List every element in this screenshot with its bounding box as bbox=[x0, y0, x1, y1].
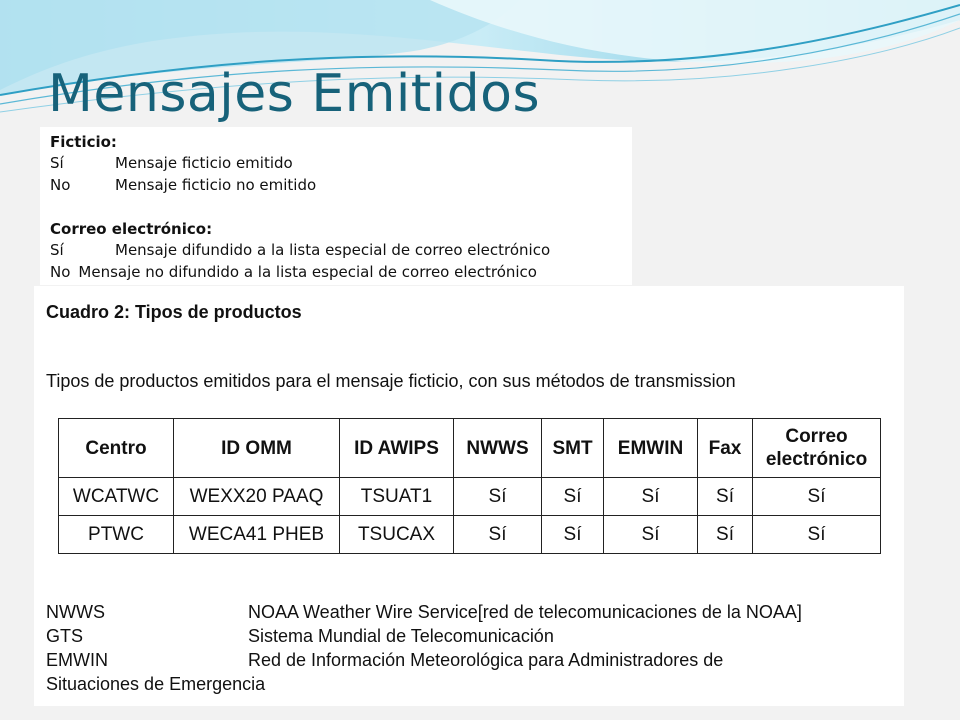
table-intro: Tipos de productos emitidos para el mensaje ficticio, con sus métodos de transmission bbox=[46, 371, 736, 391]
abbreviation-code: GTS bbox=[46, 626, 84, 646]
table-header-row bbox=[59, 419, 881, 478]
table-cell: Sí bbox=[753, 478, 881, 516]
legend-key: No bbox=[50, 176, 71, 194]
header-nwws: NWWS bbox=[454, 419, 542, 478]
table-cell: Sí bbox=[698, 516, 753, 554]
correo-no-row bbox=[50, 262, 537, 282]
correo-heading: Correo electrónico: bbox=[50, 220, 213, 238]
table-cell: Sí bbox=[698, 478, 753, 516]
abbreviation-continuation: Situaciones de Emergencia bbox=[46, 674, 266, 694]
table-cell: Sí bbox=[604, 478, 698, 516]
table-cell: TSUAT1 bbox=[340, 478, 454, 516]
abbreviation-row bbox=[46, 648, 724, 672]
header-correo: Correo electrónico bbox=[753, 419, 881, 478]
abbreviation-definition: Red de Información Meteorológica para Administradores de bbox=[248, 650, 724, 670]
ficticio-heading: Ficticio: bbox=[50, 133, 117, 151]
legend-panel bbox=[40, 127, 632, 285]
legend-text: Mensaje no difundido a la lista especial de correo electrónico bbox=[78, 263, 537, 281]
table-cell: Sí bbox=[454, 478, 542, 516]
products-table bbox=[58, 418, 881, 554]
legend-key: No bbox=[50, 263, 71, 281]
ficticio-no-row bbox=[50, 175, 316, 195]
table-cell: WEXX20 PAAQ bbox=[174, 478, 340, 516]
legend-text: Mensaje difundido a la lista especial de correo electrónico bbox=[115, 241, 551, 259]
legend-key: Sí bbox=[50, 154, 64, 172]
header-centro: Centro bbox=[59, 419, 174, 478]
abbreviation-definition: NOAA Weather Wire Service[red de telecomunicaciones de la NOAA] bbox=[248, 602, 802, 622]
table-cell: Sí bbox=[604, 516, 698, 554]
abbreviation-code: NWWS bbox=[46, 602, 105, 622]
table-cell: Sí bbox=[454, 516, 542, 554]
table-cell: Sí bbox=[542, 516, 604, 554]
table-row bbox=[59, 516, 881, 554]
table-cell: WECA41 PHEB bbox=[174, 516, 340, 554]
header-fax: Fax bbox=[698, 419, 753, 478]
table-cell: WCATWC bbox=[59, 478, 174, 516]
header-id-omm: ID OMM bbox=[174, 419, 340, 478]
abbreviation-row bbox=[46, 600, 802, 624]
abbreviations-list bbox=[46, 600, 802, 696]
abbreviation-definition: Sistema Mundial de Telecomunicación bbox=[248, 626, 554, 646]
table-cell: TSUCAX bbox=[340, 516, 454, 554]
table-caption: Cuadro 2: Tipos de productos bbox=[46, 302, 302, 322]
slide-title: Mensajes Emitidos bbox=[48, 64, 541, 124]
legend-text: Mensaje ficticio emitido bbox=[115, 154, 293, 172]
legend-text: Mensaje ficticio no emitido bbox=[115, 176, 317, 194]
abbreviation-code: EMWIN bbox=[46, 650, 108, 670]
products-panel bbox=[34, 286, 904, 706]
ficticio-si-row bbox=[50, 153, 293, 173]
header-id-awips: ID AWIPS bbox=[340, 419, 454, 478]
table-row bbox=[59, 478, 881, 516]
table-cell: Sí bbox=[753, 516, 881, 554]
legend-key: Sí bbox=[50, 241, 64, 259]
table-cell: PTWC bbox=[59, 516, 174, 554]
table-cell: Sí bbox=[542, 478, 604, 516]
header-emwin: EMWIN bbox=[604, 419, 698, 478]
abbreviation-row bbox=[46, 624, 554, 648]
correo-si-row bbox=[50, 240, 550, 260]
header-smt: SMT bbox=[542, 419, 604, 478]
